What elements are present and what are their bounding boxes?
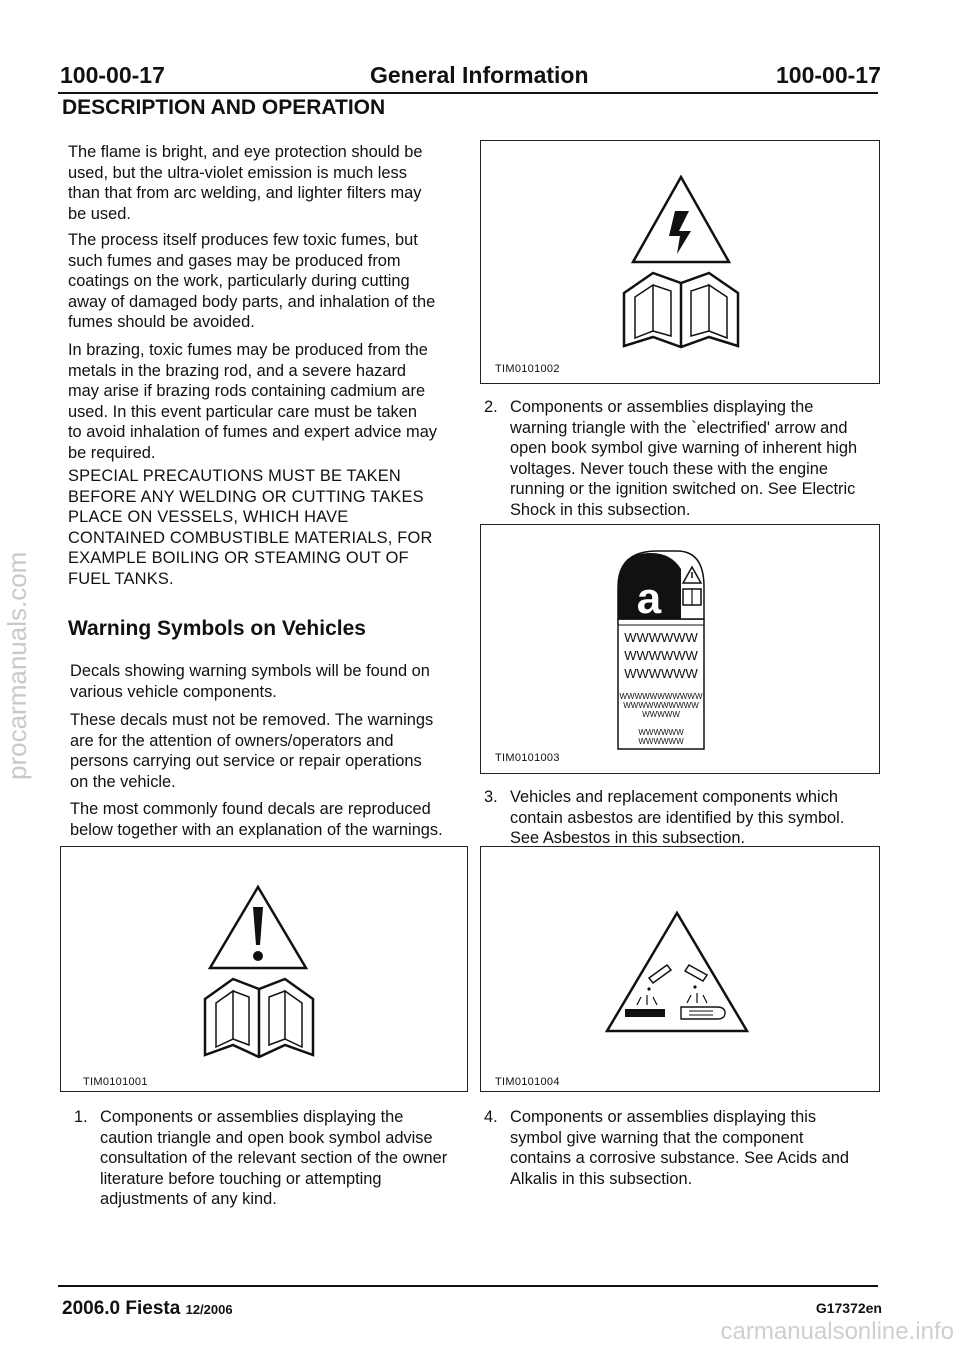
- footer-doc-code: G17372en: [815, 1300, 882, 1316]
- text-line: The process itself produces few toxic fumes, but: [68, 231, 418, 249]
- text-line: may arise if brazing rods containing cadmium are: [68, 382, 426, 401]
- text-line: These decals must not be removed. The warnings: [70, 711, 434, 729]
- section-title: DESCRIPTION AND OPERATION: [62, 96, 386, 119]
- text-line: coatings on the work, particularly during cutting: [68, 272, 410, 291]
- text-line: voltages. Never touch these with the engine: [510, 459, 828, 478]
- text-line: Shock in this subsection.: [510, 500, 691, 519]
- side-watermark: procarmanuals.com: [2, 551, 32, 780]
- figure-code: TIM0101002: [495, 363, 560, 375]
- label-line: WWWWWW: [624, 630, 698, 645]
- item-number: 4.: [484, 1108, 498, 1126]
- text-line: BEFORE ANY WELDING OR CUTTING TAKES: [68, 487, 424, 506]
- item-number: 3.: [484, 788, 498, 806]
- text-line: The most commonly found decals are reproduced: [70, 800, 431, 818]
- label-line: WWWWWW: [624, 648, 698, 663]
- figure-asbestos: [480, 524, 880, 774]
- figure-electric-warning: [480, 140, 880, 384]
- text-line: are for the attention of owners/operators and: [70, 731, 394, 750]
- header-title: General Information: [370, 62, 589, 88]
- item-text: [510, 1107, 849, 1189]
- header-right-code: 100-00-17: [776, 62, 881, 88]
- text-line: Vehicles and replacement components which: [510, 788, 839, 806]
- text-line: various vehicle components.: [70, 682, 277, 701]
- text-line: away of damaged body parts, and inhalation of the: [68, 292, 436, 311]
- model-year: 2006.0 Fiesta: [62, 1298, 181, 1319]
- asbestos-letter: a: [636, 574, 662, 623]
- text-line: See Asbestos in this subsection.: [510, 829, 746, 848]
- text-line: PLACE ON VESSELS, WHICH HAVE: [68, 508, 349, 527]
- text-line: persons carrying out service or repair operations: [70, 752, 422, 771]
- text-line: metals in the brazing rod, and a severe hazard: [68, 361, 407, 380]
- text-line: symbol give warning that the component: [510, 1128, 804, 1147]
- label-line: WWWWWW: [624, 666, 698, 681]
- text-line: Alkalis in this subsection.: [510, 1169, 693, 1188]
- paragraph-reproduced: [70, 799, 443, 840]
- text-line: be used.: [68, 204, 131, 223]
- item-text: [100, 1107, 447, 1210]
- label-line: WWWWWW: [638, 728, 684, 737]
- paragraph-flame: [68, 142, 422, 224]
- text-line: consultation of the relevant section of the owner: [100, 1149, 448, 1168]
- bottom-watermark: carmanualsonline.info: [720, 1318, 954, 1345]
- figure-corrosive: [480, 846, 880, 1092]
- paragraph-special-precautions: [68, 466, 433, 590]
- electric-warning-icon: [481, 141, 881, 385]
- text-line: SPECIAL PRECAUTIONS MUST BE TAKEN: [68, 467, 401, 485]
- footer-rule: [58, 1285, 878, 1287]
- paragraph-decals: [70, 661, 430, 702]
- corrosive-icon: [481, 847, 881, 1093]
- text-line: used. In this event particular care must be taken: [68, 402, 417, 421]
- text-line: adjustments of any kind.: [100, 1190, 277, 1209]
- text-line: EXAMPLE BOILING OR STEAMING OUT OF: [68, 549, 409, 568]
- paragraph-fumes: [68, 230, 435, 333]
- text-line: on the vehicle.: [70, 772, 176, 791]
- text-line: Components or assemblies displaying this: [510, 1108, 817, 1126]
- item-number: 1.: [74, 1108, 88, 1126]
- text-line: Components or assemblies displaying the: [100, 1108, 404, 1126]
- text-line: to avoid inhalation of fumes and expert advice may: [68, 423, 438, 442]
- text-line: Decals showing warning symbols will be found on: [70, 662, 430, 680]
- item-text: [510, 397, 857, 521]
- issue-date: 12/2006: [185, 1302, 233, 1317]
- figure-code: TIM0101001: [83, 1076, 148, 1088]
- item-number: 2.: [484, 398, 498, 416]
- header-left-code: 100-00-17: [60, 62, 165, 88]
- figure-caution-warning: [60, 846, 468, 1092]
- caution-warning-icon: [61, 847, 469, 1093]
- text-line: CONTAINED COMBUSTIBLE MATERIALS, FOR: [68, 528, 433, 547]
- header-rule: [58, 92, 878, 94]
- text-line: than that from arc welding, and lighter filters may: [68, 184, 422, 203]
- text-line: In brazing, toxic fumes may be produced from the: [68, 341, 428, 359]
- paragraph-brazing: [68, 340, 437, 464]
- text-line: FUEL TANKS.: [68, 569, 174, 588]
- text-line: be required.: [68, 443, 156, 462]
- text-line: running or the ignition switched on. See Electric: [510, 480, 856, 499]
- item-text: [510, 787, 844, 849]
- label-line: WWWWW: [642, 710, 680, 719]
- heading-warning-symbols: Warning Symbols on Vehicles: [68, 617, 366, 640]
- text-line: used, but the ultra-violet emission is much less: [68, 163, 407, 182]
- text-line: Components or assemblies displaying the: [510, 398, 814, 416]
- paragraph-decals-not-removed: [70, 710, 433, 792]
- text-line: fumes should be avoided.: [68, 313, 255, 332]
- asbestos-label-icon: [481, 525, 881, 775]
- figure-code: TIM0101003: [495, 752, 560, 764]
- footer-model: [62, 1298, 233, 1320]
- text-line: open book symbol give warning of inherent high: [510, 439, 858, 458]
- text-line: caution triangle and open book symbol advise: [100, 1128, 433, 1147]
- text-line: warning triangle with the `electrified' arrow and: [510, 418, 848, 437]
- text-line: contain asbestos are identified by this symbol.: [510, 808, 845, 827]
- text-line: literature before touching or attempting: [100, 1169, 382, 1188]
- label-line: WWWWWWWWWW: [623, 701, 699, 710]
- text-line: The flame is bright, and eye protection should be: [68, 143, 423, 161]
- text-line: contains a corrosive substance. See Acids and: [510, 1149, 849, 1168]
- label-line: WWWWWW: [638, 737, 684, 746]
- text-line: below together with an explanation of the warnings.: [70, 820, 443, 839]
- text-line: such fumes and gases may be produced from: [68, 251, 401, 270]
- label-line: WWWWWWWWWWW: [619, 692, 703, 701]
- figure-code: TIM0101004: [495, 1076, 560, 1088]
